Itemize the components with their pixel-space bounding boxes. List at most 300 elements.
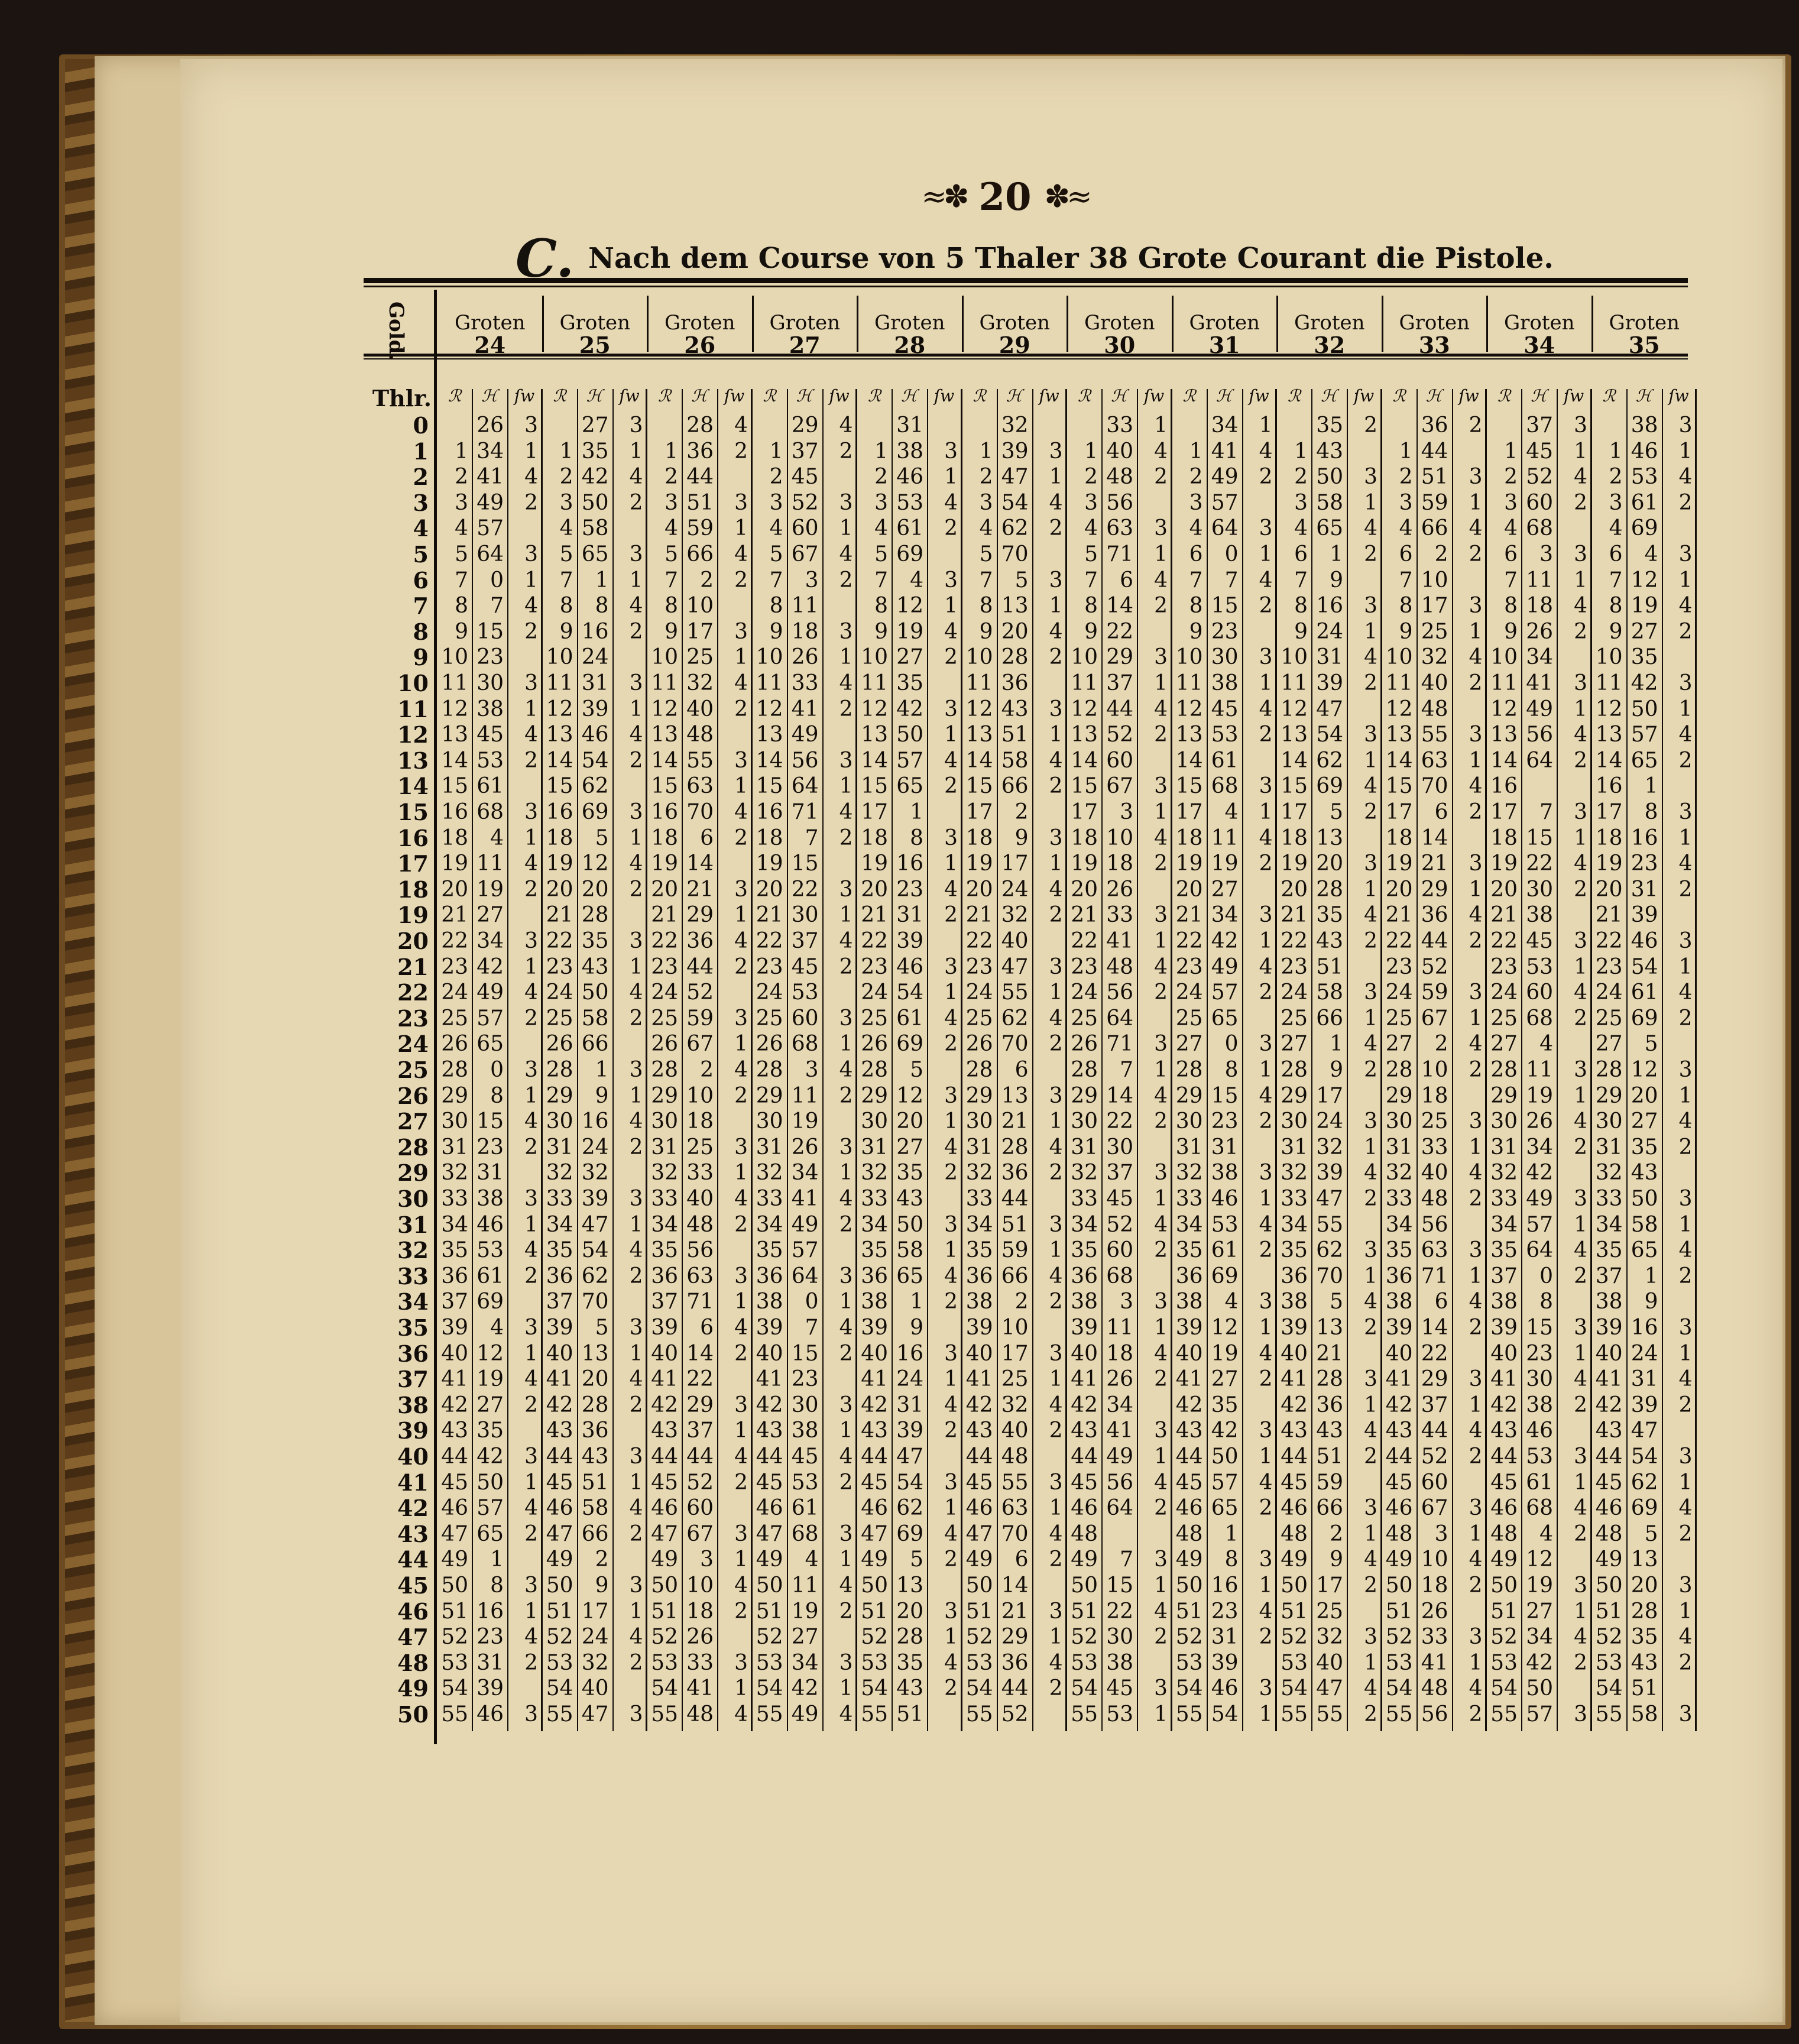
table-cell: 50 — [651, 1573, 678, 1598]
table-cell: 3 — [455, 490, 468, 515]
table-cell: 1 — [1678, 1470, 1693, 1495]
table-cell: 39 — [1385, 1316, 1413, 1340]
table-cell: 1 — [524, 1083, 538, 1108]
table-cell: 29 — [546, 1083, 573, 1108]
table-cell: 55 — [1316, 1212, 1343, 1237]
table-cell: 1 — [1469, 1521, 1483, 1546]
table-cell: 4 — [1259, 954, 1273, 979]
table-cell: 4 — [1364, 1547, 1377, 1572]
table-cell: 50 — [756, 1573, 783, 1598]
table-cell: 52 — [1175, 1625, 1203, 1650]
table-cell: 2 — [1189, 465, 1203, 490]
table-cell: 40 — [1001, 929, 1029, 953]
page-header — [875, 170, 1135, 223]
subheader-grote: ℋ — [901, 386, 918, 406]
table-cell: 35 — [1175, 1238, 1203, 1263]
table-cell: 34 — [1526, 645, 1553, 670]
table-cell: 20 — [1631, 1573, 1658, 1598]
table-cell: 1 — [1469, 748, 1483, 773]
table-cell: 57 — [791, 1238, 819, 1263]
table-cell: 10 — [1421, 1547, 1448, 1572]
table-cell: 4 — [1574, 723, 1587, 747]
table-cell: 66 — [1001, 1264, 1029, 1288]
row-label: 2 — [413, 464, 429, 491]
table-cell: 3 — [629, 1702, 643, 1726]
table-cell: 15 — [1106, 1573, 1133, 1598]
table-cell: 25 — [1421, 619, 1448, 644]
table-cell: 1 — [839, 1032, 853, 1057]
table-cell: 60 — [1526, 980, 1553, 1005]
table-cell: 12 — [965, 697, 993, 721]
table-cell: 42 — [965, 1392, 993, 1417]
table-cell: 9 — [595, 1573, 609, 1598]
table-cell: 12 — [651, 697, 678, 721]
table-cell: 53 — [896, 490, 923, 515]
table-cell: 54 — [896, 980, 923, 1005]
table-cell: 4 — [1154, 1599, 1168, 1624]
table-cell: 46 — [441, 1496, 468, 1521]
table-cell: 4 — [944, 1264, 958, 1288]
table-cell: 3 — [629, 1444, 643, 1469]
table-cell: 54 — [861, 1676, 888, 1701]
table-cell: 9 — [595, 1083, 609, 1108]
table-cell: 1 — [1574, 697, 1587, 721]
table-cell: 51 — [1175, 1599, 1203, 1624]
table-cell: 3 — [1574, 671, 1587, 695]
table-cell: 41 — [1526, 671, 1553, 695]
table-cell: 66 — [581, 1032, 609, 1057]
table-cell: 4 — [839, 929, 853, 953]
table-cell: 7 — [1609, 568, 1623, 592]
table-cell: 4 — [1259, 439, 1273, 464]
table-cell: 45 — [791, 465, 819, 490]
table-cell: 40 — [546, 1341, 573, 1366]
table-cell: 4 — [1049, 1006, 1063, 1031]
table-cell: 27 — [581, 413, 609, 438]
table-cell: 36 — [546, 1264, 573, 1288]
table-cell: 1 — [944, 1496, 958, 1521]
table-cell: 24 — [1175, 980, 1203, 1005]
table-cell: 3 — [1678, 671, 1693, 695]
table-cell: 1 — [1049, 1625, 1063, 1650]
table-cell: 63 — [1421, 748, 1448, 773]
table-cell: 19 — [1631, 594, 1658, 618]
table-cell: 4 — [1049, 490, 1063, 515]
table-cell: 4 — [1259, 1083, 1273, 1108]
table-cell: 1 — [1294, 439, 1308, 464]
table-cell: 1 — [1574, 1470, 1587, 1495]
table-cell: 3 — [629, 413, 643, 438]
table-cell: 13 — [861, 723, 888, 747]
table-cell: 62 — [1001, 1006, 1029, 1031]
table-cell: 49 — [756, 1547, 783, 1572]
table-cell: 1 — [1259, 1444, 1273, 1469]
table-cell: 10 — [1106, 825, 1133, 850]
table-cell: 37 — [1421, 1392, 1448, 1417]
subheader-grote: ℋ — [1635, 386, 1652, 406]
table-cell: 30 — [791, 1392, 819, 1417]
table-cell: 4 — [1678, 723, 1693, 747]
table-cell: 26 — [1526, 619, 1553, 644]
table-cell: 4 — [1294, 516, 1308, 541]
table-cell: 3 — [1504, 490, 1518, 515]
table-cell: 1 — [629, 1599, 643, 1624]
table-cell: 36 — [1175, 1264, 1203, 1288]
table-cell: 23 — [1631, 851, 1658, 876]
table-cell: 22 — [1526, 851, 1553, 876]
table-cell: 8 — [1294, 594, 1308, 618]
table-cell: 2 — [629, 1392, 643, 1417]
table-cell: 15 — [861, 774, 888, 799]
table-cell: 16 — [1631, 825, 1658, 850]
table-cell: 4 — [944, 1006, 958, 1031]
table-cell: 42 — [1211, 929, 1239, 953]
table-cell: 43 — [1175, 1418, 1203, 1443]
table-cell: 45 — [965, 1470, 993, 1495]
table-cell: 29 — [1385, 1083, 1413, 1108]
table-cell: 43 — [1001, 697, 1029, 721]
table-cell: 2 — [1609, 465, 1623, 490]
table-cell: 41 — [1421, 1650, 1448, 1675]
table-cell: 64 — [1106, 1006, 1133, 1031]
table-cell: 52 — [861, 1625, 888, 1650]
table-cell: 54 — [965, 1676, 993, 1701]
table-cell: 46 — [1526, 1418, 1553, 1443]
table-cell: 4 — [524, 1109, 538, 1134]
table-cell: 1 — [1154, 1573, 1168, 1598]
table-cell: 28 — [546, 1058, 573, 1082]
table-cell: 10 — [1421, 568, 1448, 592]
table-cell: 48 — [1106, 465, 1133, 490]
table-cell: 4 — [629, 851, 643, 876]
table-cell: 50 — [441, 1573, 468, 1598]
table-cell: 70 — [581, 1290, 609, 1314]
row-label: 46 — [397, 1598, 429, 1625]
subheader-schwaren: ſw — [1039, 386, 1059, 406]
table-cell: 2 — [1469, 542, 1483, 566]
table-cell: 49 — [861, 1547, 888, 1572]
table-cell: 64 — [1526, 1238, 1553, 1263]
table-cell: 4 — [1644, 542, 1658, 566]
table-cell: 1 — [1574, 439, 1587, 464]
row-label: 45 — [397, 1572, 429, 1599]
table-cell: 1 — [1469, 877, 1483, 902]
table-cell: 13 — [1281, 723, 1308, 747]
row-label: 25 — [397, 1057, 429, 1083]
table-cell: 39 — [1631, 903, 1658, 928]
table-cell: 4 — [1154, 439, 1168, 464]
table-cell: 69 — [1631, 1496, 1658, 1521]
table-cell: 1 — [1609, 439, 1623, 464]
table-cell: 52 — [1001, 1702, 1029, 1726]
table-cell: 26 — [1071, 1032, 1098, 1057]
table-cell: 19 — [1281, 851, 1308, 876]
table-cell: 10 — [686, 1573, 714, 1598]
table-cell: 15 — [791, 851, 819, 876]
table-cell: 3 — [1049, 1212, 1063, 1237]
table-cell: 3 — [1259, 645, 1273, 670]
row-label: 24 — [397, 1031, 429, 1058]
table-cell: 2 — [1049, 1032, 1063, 1057]
table-cell: 5 — [910, 1058, 923, 1082]
table-cell: 7 — [1189, 568, 1203, 592]
table-cell: 34 — [546, 1212, 573, 1237]
table-cell: 1 — [944, 1625, 958, 1650]
row-label: 37 — [397, 1366, 429, 1393]
table-cell: 2 — [944, 1676, 958, 1701]
table-cell: 38 — [1385, 1290, 1413, 1314]
table-cell: 36 — [1001, 671, 1029, 695]
table-cell: 3 — [1574, 1573, 1587, 1598]
table-cell: 23 — [477, 1135, 504, 1159]
table-cell: 53 — [1595, 1650, 1623, 1675]
table-cell: 4 — [839, 1058, 853, 1082]
subheader-reichsthaler: ℛ — [1077, 386, 1091, 406]
table-cell: 1 — [734, 1032, 748, 1057]
table-cell: 34 — [1490, 1212, 1518, 1237]
table-cell: 4 — [1678, 851, 1693, 876]
table-cell: 4 — [944, 1135, 958, 1159]
table-cell: 29 — [686, 903, 714, 928]
table-cell: 4 — [944, 877, 958, 902]
table-cell: 24 — [1595, 980, 1623, 1005]
table-cell: 65 — [896, 1264, 923, 1288]
table-cell: 63 — [1421, 1238, 1448, 1263]
table-cell: 50 — [546, 1573, 573, 1598]
table-cell: 7 — [559, 568, 573, 592]
group-label: Groten — [664, 311, 735, 335]
table-cell: 17 — [1001, 1341, 1029, 1366]
table-cell: 47 — [1001, 465, 1029, 490]
table-cell: 3 — [1469, 723, 1483, 747]
table-cell: 3 — [1084, 490, 1098, 515]
table-cell: 20 — [441, 877, 468, 902]
table-cell: 45 — [791, 1444, 819, 1469]
table-cell: 41 — [756, 1367, 783, 1392]
table-cell: 46 — [1385, 1496, 1413, 1521]
table-cell: 2 — [734, 1083, 748, 1108]
table-cell: 34 — [861, 1212, 888, 1237]
table-cell: 58 — [1631, 1702, 1658, 1726]
table-cell: 11 — [756, 671, 783, 695]
table-cell: 55 — [965, 1702, 993, 1726]
table-cell: 63 — [1001, 1496, 1029, 1521]
table-cell: 41 — [965, 1367, 993, 1392]
table-cell: 40 — [756, 1341, 783, 1366]
table-cell: 30 — [651, 1109, 678, 1134]
table-cell: 3 — [524, 1444, 538, 1469]
table-cell: 2 — [1469, 1316, 1483, 1340]
table-cell: 24 — [1490, 980, 1518, 1005]
table-cell: 27 — [477, 903, 504, 928]
table-cell: 69 — [896, 542, 923, 566]
table-cell: 53 — [441, 1650, 468, 1675]
table-cell: 3 — [734, 1006, 748, 1031]
row-label: 33 — [397, 1262, 429, 1290]
table-cell: 2 — [1364, 1187, 1377, 1211]
table-cell: 6 — [1014, 1547, 1029, 1572]
table-cell: 30 — [861, 1109, 888, 1134]
table-cell: 27 — [791, 1625, 819, 1650]
table-cell: 38 — [1071, 1290, 1098, 1314]
table-cell: 3 — [524, 1316, 538, 1340]
table-cell: 32 — [686, 671, 714, 695]
table-cell: 69 — [896, 1032, 923, 1057]
row-label: 13 — [397, 747, 429, 774]
table-cell: 44 — [1421, 439, 1448, 464]
table-cell: 62 — [581, 1264, 609, 1288]
table-cell: 2 — [1049, 1418, 1063, 1443]
table-cell: 51 — [581, 1470, 609, 1495]
table-cell: 53 — [1526, 954, 1553, 979]
table-cell: 71 — [1421, 1264, 1448, 1288]
table-cell: 2 — [734, 697, 748, 721]
table-cell: 43 — [1316, 1418, 1343, 1443]
table-cell: 63 — [1106, 516, 1133, 541]
row-label: 11 — [397, 695, 429, 723]
table-cell: 18 — [791, 619, 819, 644]
subheader-reichsthaler: ℛ — [1497, 386, 1511, 406]
table-cell: 1 — [1259, 1316, 1273, 1340]
table-cell: 41 — [1106, 1418, 1133, 1443]
table-cell: 49 — [1490, 1547, 1518, 1572]
table-cell: 30 — [756, 1109, 783, 1134]
table-cell: 5 — [910, 1547, 923, 1572]
table-cell: 3 — [629, 800, 643, 824]
table-cell: 42 — [791, 1676, 819, 1701]
table-cell: 43 — [581, 1444, 609, 1469]
table-cell: 52 — [546, 1625, 573, 1650]
table-cell: 4 — [1469, 1161, 1483, 1185]
table-cell: 65 — [477, 1521, 504, 1546]
table-cell: 44 — [1071, 1444, 1098, 1469]
table-cell: 3 — [1259, 1290, 1273, 1314]
table-cell: 8 — [1504, 594, 1518, 618]
row-label: 22 — [397, 979, 429, 1006]
subheader-schwaren: ſw — [1563, 386, 1584, 406]
table-cell: 4 — [979, 516, 993, 541]
table-cell: 4 — [1154, 1341, 1168, 1366]
table-cell: 37 — [651, 1290, 678, 1314]
table-cell: 2 — [629, 1006, 643, 1031]
table-cell: 3 — [1678, 1573, 1693, 1598]
table-cell: 36 — [581, 1418, 609, 1443]
table-cell: 4 — [629, 723, 643, 747]
table-cell: 1 — [1154, 1702, 1168, 1726]
group-column-rule — [1695, 389, 1697, 1731]
table-cell: 35 — [1071, 1238, 1098, 1263]
table-cell: 26 — [441, 1032, 468, 1057]
table-cell: 8 — [1609, 594, 1623, 618]
table-cell: 3 — [944, 1341, 958, 1366]
table-cell: 42 — [1631, 671, 1658, 695]
table-cell: 3 — [1574, 1702, 1587, 1726]
group-number: 31 — [1208, 332, 1240, 358]
table-cell: 49 — [1211, 954, 1239, 979]
table-cell: 3 — [944, 697, 958, 721]
table-cell: 52 — [1106, 1212, 1133, 1237]
table-cell: 36 — [686, 929, 714, 953]
table-cell: 45 — [1175, 1470, 1203, 1495]
table-cell: 3 — [734, 877, 748, 902]
table-cell: 13 — [546, 723, 573, 747]
table-cell: 3 — [1469, 1625, 1483, 1650]
table-cell: 50 — [1526, 1676, 1553, 1701]
row-label: 32 — [397, 1237, 429, 1264]
table-cell: 31 — [441, 1135, 468, 1159]
table-cell: 2 — [1574, 1264, 1587, 1288]
table-cell: 5 — [769, 542, 783, 566]
table-cell: 1 — [1678, 439, 1693, 464]
table-cell: 37 — [1595, 1264, 1623, 1288]
table-cell: 39 — [546, 1316, 573, 1340]
table-cell: 51 — [965, 1599, 993, 1624]
table-cell: 17 — [1385, 800, 1413, 824]
table-cell: 29 — [756, 1083, 783, 1108]
table-cell: 14 — [756, 748, 783, 773]
table-cell: 1 — [524, 954, 538, 979]
table-cell: 3 — [1469, 851, 1483, 876]
group-number: 28 — [894, 332, 926, 358]
table-cell: 64 — [1526, 748, 1553, 773]
table-cell: 1 — [629, 439, 643, 464]
table-cell: 20 — [651, 877, 678, 902]
table-cell: 3 — [1364, 980, 1377, 1005]
table-cell: 3 — [1259, 1418, 1273, 1443]
subheader-schwaren: ſw — [1143, 386, 1165, 406]
table-cell: 54 — [1175, 1676, 1203, 1701]
table-cell: 11 — [651, 671, 678, 695]
table-cell: 4 — [1364, 1418, 1377, 1443]
table-cell: 18 — [546, 825, 573, 850]
table-cell: 51 — [686, 490, 714, 515]
table-cell: 36 — [965, 1264, 993, 1288]
table-cell: 3 — [1259, 903, 1273, 928]
table-cell: 41 — [1595, 1367, 1623, 1392]
table-cell: 33 — [1281, 1187, 1308, 1211]
table-cell: 54 — [441, 1676, 468, 1701]
table-cell: 15 — [477, 619, 504, 644]
table-cell: 13 — [651, 723, 678, 747]
table-cell: 19 — [1595, 851, 1623, 876]
table-cell: 61 — [896, 1006, 923, 1031]
table-cell: 40 — [1490, 1341, 1518, 1366]
table-cell: 24 — [896, 1367, 923, 1392]
table-cell: 33 — [1071, 1187, 1098, 1211]
table-cell: 43 — [441, 1418, 468, 1443]
table-cell: 4 — [1364, 1290, 1377, 1314]
table-cell: 36 — [861, 1264, 888, 1288]
table-cell: 54 — [1385, 1676, 1413, 1701]
table-cell: 3 — [1049, 697, 1063, 721]
table-cell: 3 — [839, 1135, 853, 1159]
table-cell: 3 — [1469, 1109, 1483, 1134]
table-cell: 58 — [1001, 748, 1029, 773]
table-cell: 4 — [490, 1316, 504, 1340]
table-cell: 61 — [1211, 1238, 1239, 1263]
table-cell: 1 — [1154, 1316, 1168, 1340]
table-cell: 19 — [756, 851, 783, 876]
table-cell: 18 — [1281, 825, 1308, 850]
table-cell: 3 — [1609, 490, 1623, 515]
table-cell: 42 — [896, 697, 923, 721]
table-cell: 32 — [1001, 1392, 1029, 1417]
table-cell: 11 — [1071, 671, 1098, 695]
table-cell: 2 — [1678, 619, 1693, 644]
table-cell: 3 — [1154, 645, 1168, 670]
table-cell: 3 — [629, 1573, 643, 1598]
table-cell: 12 — [581, 851, 609, 876]
